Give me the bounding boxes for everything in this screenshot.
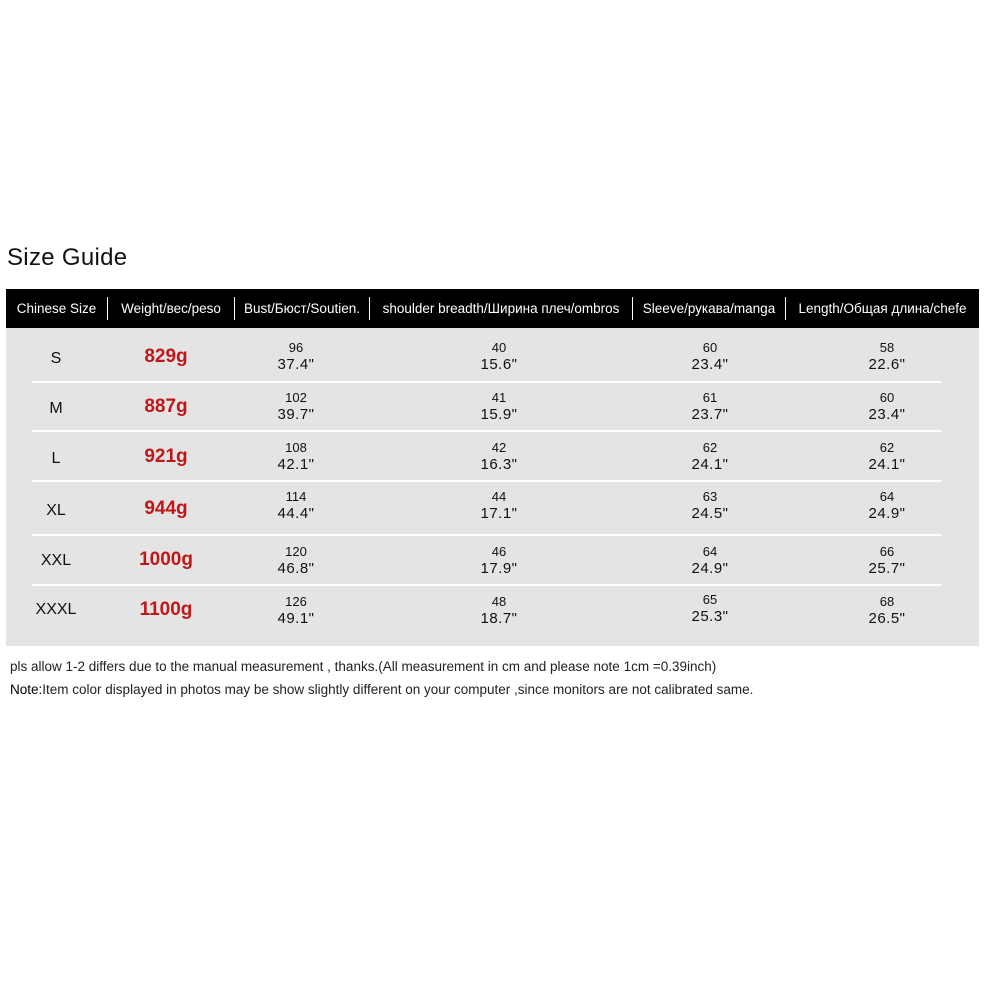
- shoulder-cm: 48: [491, 594, 507, 609]
- length-inch: 25.7": [868, 560, 906, 577]
- bust-inch: 49.1": [277, 610, 315, 627]
- bust-inch: 37.4": [277, 356, 315, 373]
- bust-cm: 102: [285, 390, 307, 405]
- bust-cm: 120: [285, 544, 307, 559]
- shoulder-cell: [449, 440, 549, 474]
- shoulder-cell: [449, 340, 549, 374]
- header-sleeve: Sleeve/рукава/manga: [642, 301, 776, 316]
- length-inch: 26.5": [868, 610, 906, 627]
- shoulder-inch: 18.7": [480, 610, 518, 627]
- sleeve-cell: [660, 440, 760, 474]
- sleeve-inch: 24.1": [691, 456, 729, 473]
- shoulder-inch: 16.3": [480, 456, 518, 473]
- bust-inch: 42.1": [277, 456, 315, 473]
- length-cm: 58: [879, 340, 895, 355]
- table-row: [6, 328, 979, 382]
- note-text: Item color displayed in photos may be show slightly different on your computer ,since monitors are not calibrated same.: [42, 682, 754, 697]
- header-weight: Weight/вес/peso: [121, 301, 221, 316]
- header-shoulder: shoulder breadth/Ширина плеч/ombros: [382, 301, 620, 316]
- shoulder-cm: 42: [491, 440, 507, 455]
- table-row: [6, 432, 979, 481]
- size-cell: S: [50, 350, 62, 367]
- length-cell: [837, 544, 937, 578]
- bust-cell: [246, 594, 346, 628]
- length-cell: [837, 340, 937, 374]
- header-bust: Bust/Бюст/Soutien.: [244, 301, 360, 316]
- shoulder-cell: [449, 489, 549, 523]
- table-row: [6, 586, 979, 644]
- length-cm: 64: [879, 489, 895, 504]
- size-cell: L: [51, 450, 61, 467]
- bust-cell: [246, 340, 346, 374]
- sleeve-cell: [660, 489, 760, 523]
- color-note: [10, 681, 780, 698]
- table-row: [6, 383, 979, 431]
- table-header: [6, 289, 979, 328]
- weight-cell: 829g: [144, 346, 188, 367]
- weight-cell: 944g: [144, 498, 188, 519]
- weight-cell: 887g: [144, 396, 188, 417]
- length-cm: 62: [879, 440, 895, 455]
- bust-cell: [246, 489, 346, 523]
- sleeve-cell: [660, 544, 760, 578]
- note-label: Note:: [10, 682, 43, 697]
- shoulder-inch: 17.1": [480, 505, 518, 522]
- size-cell: XXL: [40, 552, 72, 569]
- sleeve-cm: 63: [702, 489, 718, 504]
- page-title: Size Guide: [7, 244, 128, 271]
- size-cell: M: [49, 400, 63, 417]
- length-cell: [837, 594, 937, 628]
- size-cell: XXXL: [35, 601, 77, 618]
- header-chinese-size: Chinese Size: [16, 301, 97, 316]
- shoulder-cell: [449, 390, 549, 424]
- sleeve-cell: [660, 592, 760, 626]
- sleeve-inch: 23.7": [691, 406, 729, 423]
- bust-cell: [246, 544, 346, 578]
- sleeve-cm: 61: [702, 390, 718, 405]
- length-inch: 23.4": [868, 406, 906, 423]
- bust-cm: 96: [288, 340, 304, 355]
- bust-inch: 39.7": [277, 406, 315, 423]
- length-inch: 22.6": [868, 356, 906, 373]
- shoulder-cell: [449, 594, 549, 628]
- shoulder-inch: 15.9": [480, 406, 518, 423]
- sleeve-cell: [660, 390, 760, 424]
- length-inch: 24.1": [868, 456, 906, 473]
- measurement-note: pls allow 1-2 differs due to the manual measurement , thanks.(All measurement in cm and please note 1cm =0.39inch): [10, 659, 717, 674]
- sleeve-inch: 23.4": [691, 356, 729, 373]
- bust-inch: 44.4": [277, 505, 315, 522]
- bust-cm: 126: [285, 594, 307, 609]
- sleeve-cm: 60: [702, 340, 718, 355]
- weight-cell: 921g: [144, 446, 188, 467]
- weight-cell: 1000g: [139, 549, 193, 570]
- sleeve-cell: [660, 340, 760, 374]
- sleeve-inch: 24.5": [691, 505, 729, 522]
- sleeve-cm: 62: [702, 440, 718, 455]
- shoulder-cm: 41: [491, 390, 507, 405]
- sleeve-inch: 24.9": [691, 560, 729, 577]
- shoulder-inch: 17.9": [480, 560, 518, 577]
- table-row: [6, 536, 979, 585]
- bust-cell: [246, 440, 346, 474]
- header-length: Length/Общая длина/chefe: [798, 301, 967, 316]
- length-cm: 66: [879, 544, 895, 559]
- shoulder-cm: 44: [491, 489, 507, 504]
- shoulder-cm: 40: [491, 340, 507, 355]
- bust-inch: 46.8": [277, 560, 315, 577]
- length-cell: [837, 489, 937, 523]
- size-cell: XL: [46, 502, 66, 519]
- weight-cell: 1100g: [139, 599, 193, 620]
- bust-cm: 108: [285, 440, 307, 455]
- shoulder-cm: 46: [491, 544, 507, 559]
- length-cell: [837, 440, 937, 474]
- sleeve-cm: 64: [702, 544, 718, 559]
- length-cm: 60: [879, 390, 895, 405]
- shoulder-cell: [449, 544, 549, 578]
- sleeve-inch: 25.3": [691, 608, 729, 625]
- shoulder-inch: 15.6": [480, 356, 518, 373]
- table-body: [6, 328, 979, 646]
- sleeve-cm: 65: [702, 592, 718, 607]
- length-inch: 24.9": [868, 505, 906, 522]
- table-row: [6, 482, 979, 535]
- bust-cm: 114: [285, 489, 307, 504]
- bust-cell: [246, 390, 346, 424]
- length-cell: [837, 390, 937, 424]
- length-cm: 68: [879, 594, 895, 609]
